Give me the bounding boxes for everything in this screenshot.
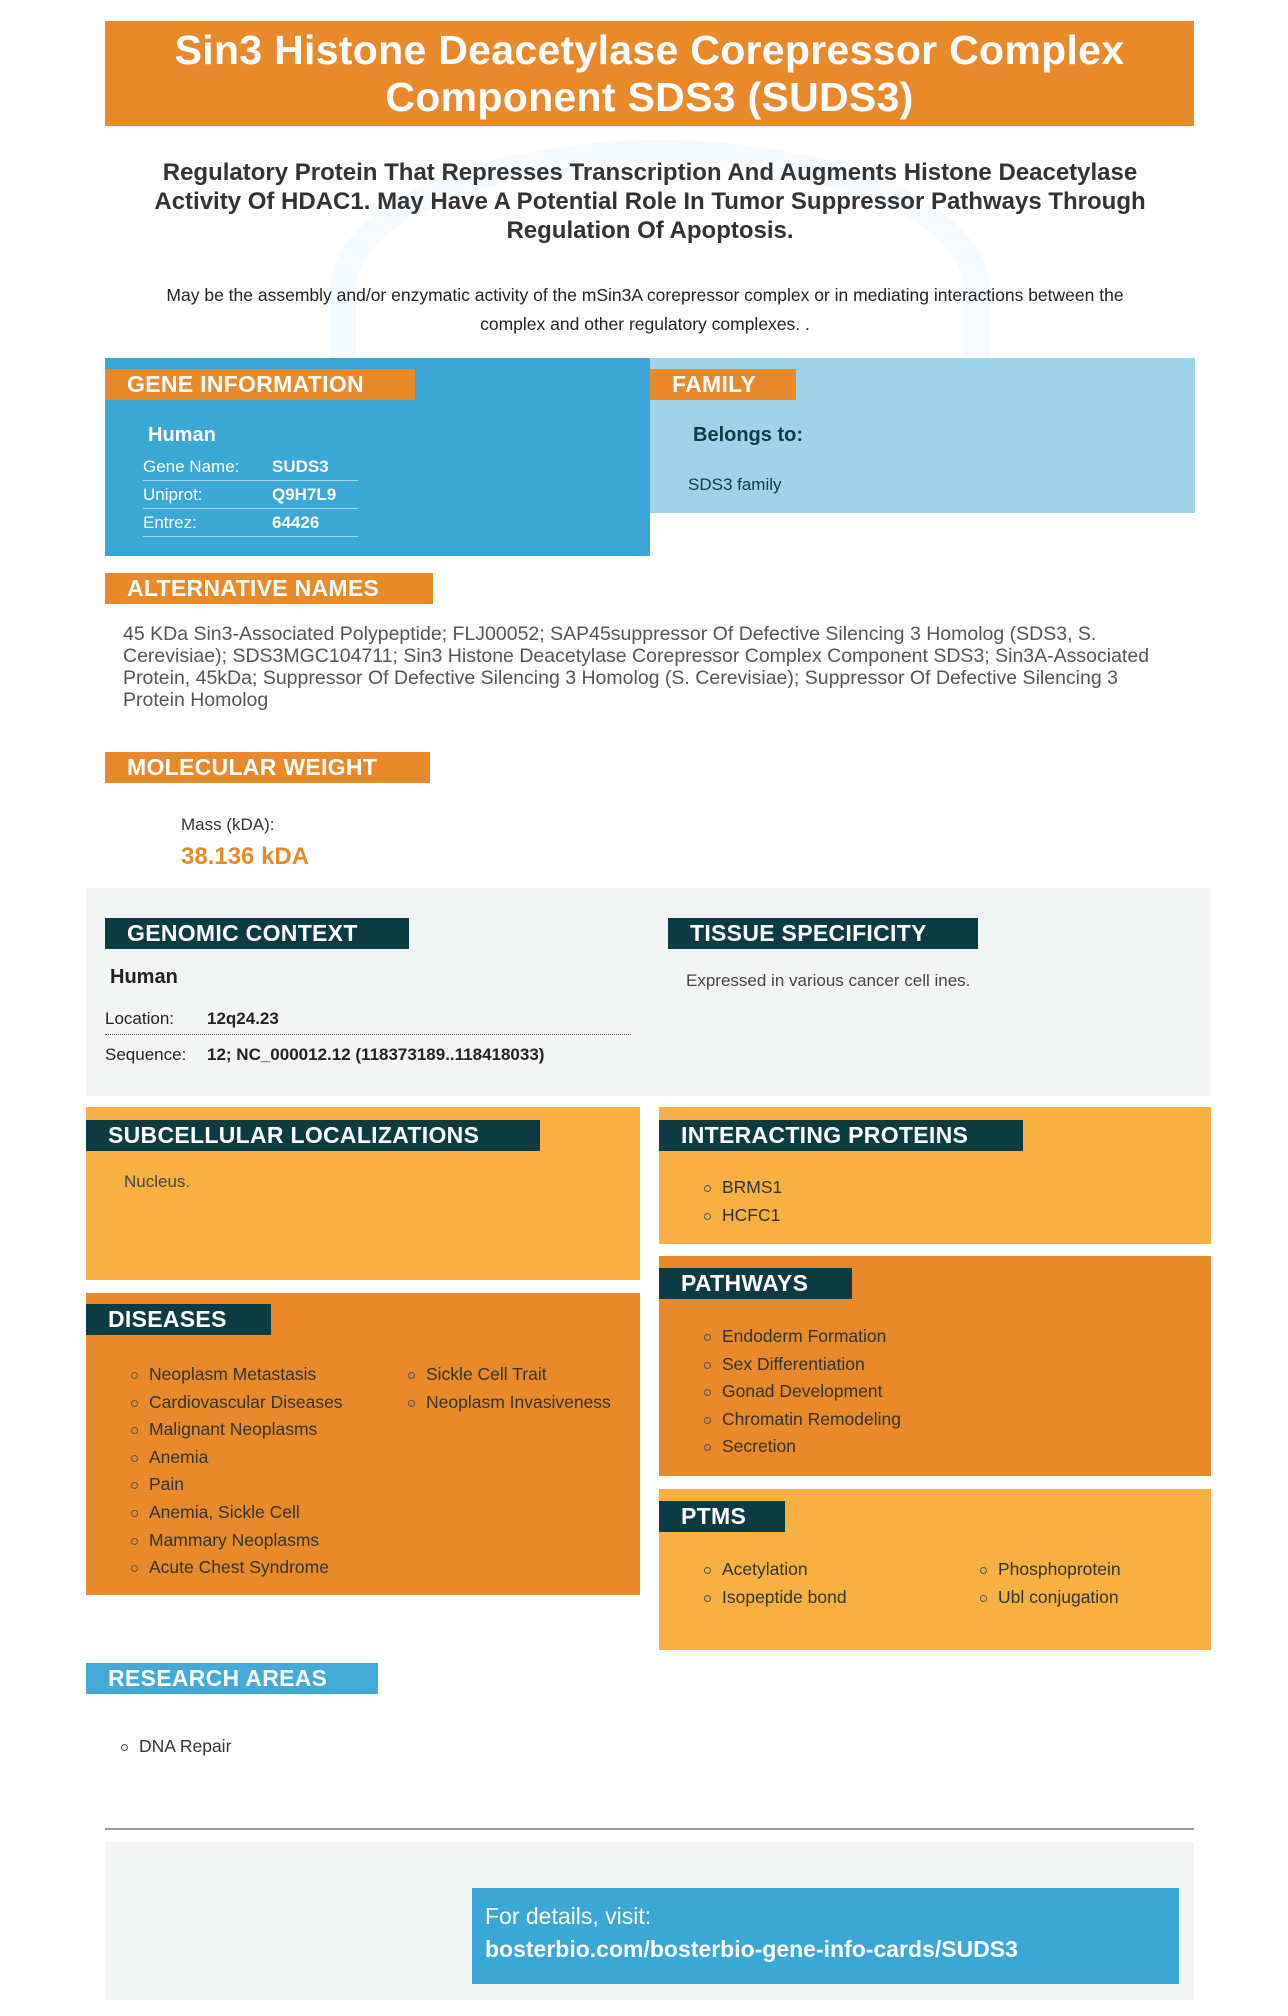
pathways-list: [702, 1323, 901, 1461]
list-item: DNA Repair: [119, 1733, 231, 1761]
ptms-list-col2: [978, 1556, 1121, 1611]
genomic-context-species: Human: [110, 966, 178, 988]
mass-value: 38.136 kDA: [181, 843, 310, 870]
details-label: For details, visit:: [485, 1903, 652, 1929]
location-label: Location:: [105, 1009, 174, 1028]
mass-label: Mass (kDA):: [181, 815, 275, 834]
list-item: Sickle Cell Trait: [406, 1361, 611, 1389]
list-item: BRMS1: [702, 1174, 782, 1202]
list-item: Anemia: [129, 1444, 343, 1472]
list-item: Acute Chest Syndrome: [129, 1554, 343, 1582]
location-value: 12q24.23: [207, 1009, 279, 1028]
alternative-names-text: 45 KDa Sin3-Associated Polypeptide; FLJ00052; SAP45suppressor Of Defective Silencing 3 Homolog (SDS3, S. Cerevisiae); SDS3MGC104711; Sin3 Histone Deacetylase Corepressor Complex Component SDS3; Sin3A-Associated Protein, 45kDa; Suppressor Of Defective Silencing 3 Homolog (S. Cerevisiae); Suppressor Of Defective Silencing 3 Protein Homolog: [123, 623, 1150, 711]
list-item: Isopeptide bond: [702, 1584, 847, 1612]
family-heading: FAMILY: [650, 369, 796, 400]
sequence-label: Sequence:: [105, 1045, 187, 1064]
molecular-weight-heading: MOLECULAR WEIGHT: [105, 752, 430, 783]
list-item: Anemia, Sickle Cell: [129, 1499, 343, 1527]
research-areas-list: [119, 1733, 231, 1761]
list-item: Cardiovascular Diseases: [129, 1389, 343, 1417]
footer-divider: [105, 1828, 1194, 1830]
list-item: Chromatin Remodeling: [702, 1406, 901, 1434]
genomic-context-heading: GENOMIC CONTEXT: [105, 918, 409, 949]
diseases-heading: DISEASES: [86, 1304, 271, 1335]
gene-info-row-entrez: [143, 509, 358, 537]
list-item: Phosphoprotein: [978, 1556, 1121, 1584]
gene-information-heading: GENE INFORMATION: [105, 369, 415, 400]
list-item: Gonad Development: [702, 1378, 901, 1406]
diseases-list-col2: [406, 1361, 611, 1416]
alternative-names-heading: ALTERNATIVE NAMES: [105, 573, 433, 604]
ptms-list-col1: [702, 1556, 847, 1611]
list-item: Sex Differentiation: [702, 1351, 901, 1379]
list-item: Neoplasm Metastasis: [129, 1361, 343, 1389]
gene-info-species: Human: [148, 424, 216, 446]
family-value: SDS3 family: [688, 475, 782, 494]
subcellular-text: Nucleus.: [124, 1172, 191, 1191]
tissue-specificity-heading: TISSUE SPECIFICITY: [668, 918, 978, 949]
details-url-link[interactable]: bosterbio.com/bosterbio-gene-info-cards/SUDS3: [485, 1936, 1018, 1962]
tissue-specificity-text: Expressed in various cancer cell ines.: [686, 971, 971, 990]
list-item: HCFC1: [702, 1202, 782, 1230]
list-item: Secretion: [702, 1433, 901, 1461]
research-areas-heading: RESEARCH AREAS: [86, 1663, 378, 1694]
gene-info-key: Entrez:: [143, 513, 197, 532]
sequence-value: 12; NC_000012.12 (118373189..118418033): [207, 1045, 545, 1064]
subcellular-heading: SUBCELLULAR LOCALIZATIONS: [86, 1120, 540, 1151]
gene-info-row-gene-name: [143, 453, 358, 481]
gene-info-key: Uniprot:: [143, 485, 203, 504]
page-subtitle: Regulatory Protein That Represses Transcription And Augments Histone Deacetylase Activity Of HDAC1. May Have A Potential Role In Tumor Suppressor Pathways Through Regulation Of Apoptosis.: [154, 159, 1146, 244]
gene-info-row-uniprot: [143, 481, 358, 509]
gene-info-value: SUDS3: [272, 457, 329, 476]
ptms-heading: PTMS: [659, 1501, 785, 1532]
interacting-proteins-heading: INTERACTING PROTEINS: [659, 1120, 1023, 1151]
diseases-list-col1: [129, 1361, 343, 1582]
family-belongs-label: Belongs to:: [693, 424, 803, 446]
pathways-heading: PATHWAYS: [659, 1268, 852, 1299]
gene-info-key: Gene Name:: [143, 457, 240, 476]
genomic-sequence-row: [105, 1037, 631, 1071]
function-summary: May be the assembly and/or enzymatic activity of the mSin3A corepressor complex or in mediating interactions between the complex and other regulatory complexes. .: [166, 285, 1124, 334]
interacting-proteins-list: [702, 1174, 782, 1229]
list-item: Neoplasm Invasiveness: [406, 1389, 611, 1417]
details-link-box[interactable]: [472, 1888, 1179, 1984]
gene-info-value: Q9H7L9: [272, 485, 337, 504]
list-item: Mammary Neoplasms: [129, 1527, 343, 1555]
genomic-location-row: [105, 1001, 631, 1035]
list-item: Malignant Neoplasms: [129, 1416, 343, 1444]
list-item: Pain: [129, 1471, 343, 1499]
list-item: Endoderm Formation: [702, 1323, 901, 1351]
list-item: Acetylation: [702, 1556, 847, 1584]
gene-info-value: 64426: [272, 513, 320, 532]
list-item: Ubl conjugation: [978, 1584, 1121, 1612]
page-title: Sin3 Histone Deacetylase Corepressor Complex Component SDS3 (SUDS3): [105, 21, 1194, 126]
